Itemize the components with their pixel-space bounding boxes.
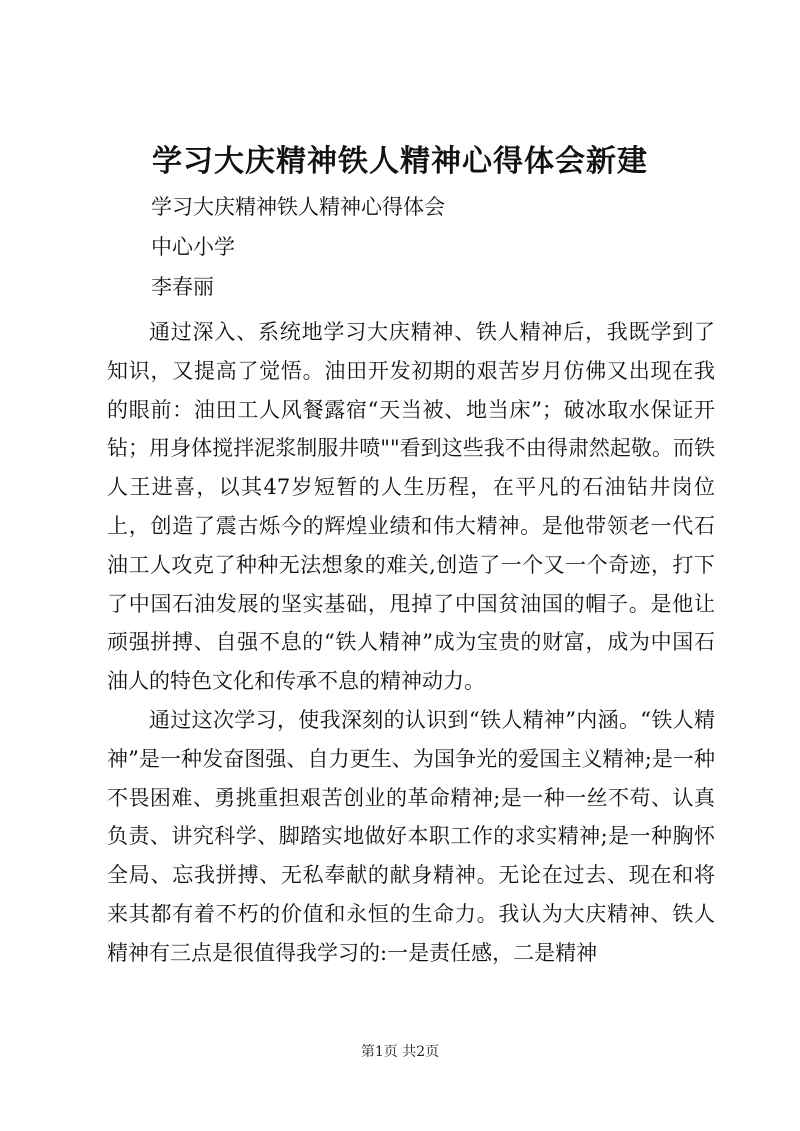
document-title: 学习大庆精神铁人精神心得体会新建 xyxy=(152,144,648,179)
document-subtitle: 学习大庆精神铁人精神心得体会 xyxy=(151,195,445,219)
body-paragraph: 通过这次学习，使我深刻的认识到“铁人精神”内涵。“铁人精神”是一种发奋图强、自力更生、为国争光的爱国主义精神;是一种不畏困难、勇挑重担艰苦创业的革命精神;是一种一丝不苟、认真负责、讲究科学、脚踏实地做好本职工作的求实精神;是一种胸怀全局、忘我拼搏、无私奉献的献身精神。无论在过去、现在和将来其都有着不朽的价值和永恒的生命力。我认为大庆精神、铁人精神有三点是很值得我学习的:一是责任感，二是精神 xyxy=(107,707,715,965)
document-body xyxy=(107,313,715,973)
page-footer: 第1页 共2页 xyxy=(360,1044,440,1060)
author-name: 李春丽 xyxy=(151,275,214,299)
body-paragraph: 通过深入、系统地学习大庆精神、铁人精神后，我既学到了知识，又提高了觉悟。油田开发初期的艰苦岁月仿佛又出现在我的眼前：油田工人风餐露宿“天当被、地当床”；破冰取水保证开钻；用身体搅拌泥浆制服井喷""看到这些我不由得肃然起敬。而铁人王进喜，以其47岁短暂的人生历程，在平凡的石油钻井岗位上，创造了震古烁今的辉煌业绩和伟大精神。是他带领老一代石油工人攻克了种种无法想象的难关,创造了一个又一个奇迹，打下了中国石油发展的坚实基础，甩掉了中国贫油国的帽子。是他让顽强拼搏、自强不息的“铁人精神”成为宝贵的财富，成为中国石油人的特色文化和传承不息的精神动力。 xyxy=(107,320,715,694)
school-name: 中心小学 xyxy=(151,235,235,259)
